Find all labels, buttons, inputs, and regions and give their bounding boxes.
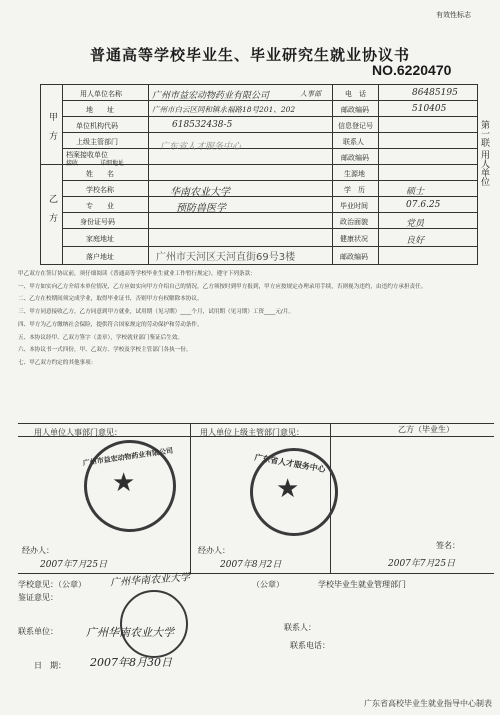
value-grad-date: 07.6.25: [406, 200, 441, 210]
label-col-divider: [148, 84, 149, 264]
label-school: 学校名称: [86, 186, 114, 194]
label-receive: 接收: [66, 160, 79, 167]
clause: 一、甲方如实向乙方介绍本单位情况，乙方应如实向甲方介绍自己的情况，乙方须按时到甲方报到，甲方应按规定办理录用手续，否则视为违约，由违约方承担责任。: [18, 283, 427, 290]
school-opinion-label: 学校意见：（公章）: [18, 580, 86, 589]
label-major: 专 业: [86, 202, 114, 210]
label-org-code: 单位机构代码: [76, 122, 118, 130]
value-major: 预防兽医学: [176, 203, 226, 214]
date-1: 2007年7月25日: [40, 560, 108, 570]
value-unit-name: 广州市益宏动物药业有限公司: [152, 91, 270, 101]
phone-label: 联系电话：: [290, 641, 330, 650]
value-hukou-address: 广州市天河区天河直街69号3楼: [156, 252, 296, 263]
contact-unit-label: 联系单位：: [18, 627, 58, 636]
school-seal-stamp: 广州华南农业大学: [109, 572, 191, 589]
label-competent-dept: 上级主管部门: [76, 138, 118, 146]
value-postcode: 510405: [412, 104, 447, 114]
label-receive-postcode: 邮政编码: [341, 154, 369, 162]
contact-person-label: 联系人：: [284, 623, 316, 632]
handler-label-1: 经办人：: [22, 546, 54, 555]
page-title: 普通高等学校毕业生、毕业研究生就业协议书: [89, 46, 410, 64]
label-address: 地 址: [86, 106, 114, 114]
label-origin: 生源地: [344, 170, 365, 178]
label-b-postcode: 邮政编码: [340, 253, 368, 261]
value-receive-unit: 广东省人才服务中心: [160, 142, 242, 152]
party-a-label: 甲方: [47, 112, 57, 150]
clause: 甲乙双方在签订协议前，须仔细阅读《普通高等学校毕业生就业工作暂行规定》，遵守下列条款：: [18, 271, 256, 277]
clause: 二、乙方在校期间须完成学业，取得毕业证书，否则甲方有权解除本协议。: [18, 296, 203, 303]
label-health: 健康状况: [340, 235, 368, 243]
value-address: 广州市白云区同和镇永福路18号201、202: [152, 105, 296, 114]
label-hukou-address: 落户地址: [86, 253, 114, 261]
row-line: [62, 148, 478, 149]
footer-note: 广东省高校毕业生就业指导中心制表: [364, 699, 492, 708]
clauses: [18, 268, 480, 370]
serial-number: NO.6220470: [372, 62, 452, 78]
label-contact: 联系人: [343, 138, 364, 146]
value-degree: 硕士: [406, 187, 425, 197]
label-receive-address: 详细地址: [100, 160, 125, 167]
value-contact-note: 人事部: [300, 90, 321, 98]
row-line: [62, 100, 478, 101]
clause: 四、甲方为乙方缴纳社会保险，提供符合国家规定的劳动保护和劳动条件。: [18, 321, 203, 328]
table-bottom-border: [40, 264, 478, 265]
handler-label-2: 经办人：: [198, 546, 230, 555]
party-b-signature-title: 乙方（毕业生）: [398, 425, 454, 434]
clause: 三、甲方同意接收乙方，乙方同意到甲方就业，试用期（见习期）____个月，试用期（见习期）工资____元/月。: [18, 309, 294, 316]
seal-star-icon: ★: [276, 474, 300, 504]
row-line: [62, 116, 478, 117]
right-label-col-left: [332, 84, 333, 264]
seal-star-icon: ★: [112, 468, 136, 498]
table-left-border: [40, 84, 41, 264]
value-school: 华南农业大学: [170, 187, 230, 198]
value-org-code: 618532438-5: [172, 120, 233, 130]
value-phone: 86485195: [412, 88, 458, 98]
label-postcode: 邮政编码: [341, 106, 369, 114]
value-politics: 党员: [406, 219, 425, 229]
signature-bottom-line: [18, 573, 494, 574]
clause: 六、本协议书一式四份，甲、乙双方、学校及学校主管部门各执一份。: [18, 347, 192, 354]
competent-opinion-title: 用人单位上级主管部门意见：: [200, 428, 304, 437]
row-line: [62, 180, 478, 181]
label-name: 姓 名: [86, 170, 114, 178]
right-label-col-right: [378, 84, 379, 264]
label-unit-name: 用人单位名称: [80, 90, 122, 98]
side-label-box: [478, 120, 494, 240]
label-file-receiver: 档案接收单位: [66, 151, 108, 159]
date-3: 2007年7月25日: [388, 559, 456, 569]
unit-opinion-title: 用人单位人事部门意见：: [34, 428, 122, 437]
label-home-address: 家庭地址: [86, 235, 114, 243]
label-politics: 政治面貌: [340, 218, 368, 226]
party-col-divider: [62, 84, 63, 264]
label-degree: 学 历: [344, 186, 365, 194]
date-2: 2007年8月2日: [220, 560, 282, 570]
talent-center-seal-text: 广东省人才服务中心: [253, 452, 327, 475]
value-health: 良好: [406, 236, 425, 246]
company-seal-text: 广州市益宏动物药业有限公司: [82, 446, 174, 468]
clause: 五、本协议经甲、乙双方签字（盖章），学校就业部门鉴证后生效。: [18, 334, 184, 341]
label-credit-code: 信息登记号: [338, 122, 373, 130]
label-phone: 电 话: [345, 90, 366, 98]
school-dept-label: 学校毕业生就业管理部门: [318, 580, 406, 589]
row-line: [62, 212, 478, 213]
side-label: 第一联 用人单位: [479, 120, 489, 186]
table-right-border: [477, 84, 478, 264]
sign-label: 签名：: [436, 541, 460, 550]
contact-unit-value: 广州华南农业大学: [86, 626, 174, 639]
row-line: [62, 132, 478, 133]
row-line: [62, 246, 478, 247]
verify-label: 鉴证意见：: [18, 593, 58, 602]
party-b-label: 乙方: [47, 194, 57, 232]
date-label: 日 期：: [34, 661, 66, 670]
clause: 七、甲乙双方约定的其他事项：: [18, 359, 97, 366]
signature-divider-1: [190, 423, 191, 573]
table-top-border: [40, 84, 478, 85]
label-grad-date: 毕业时间: [340, 202, 368, 210]
corner-note: 有效性标志: [436, 11, 471, 19]
date-value: 2007年8月30日: [90, 656, 172, 669]
label-id-number: 身份证号码: [80, 218, 115, 226]
seal-note: （公章）: [252, 580, 284, 589]
